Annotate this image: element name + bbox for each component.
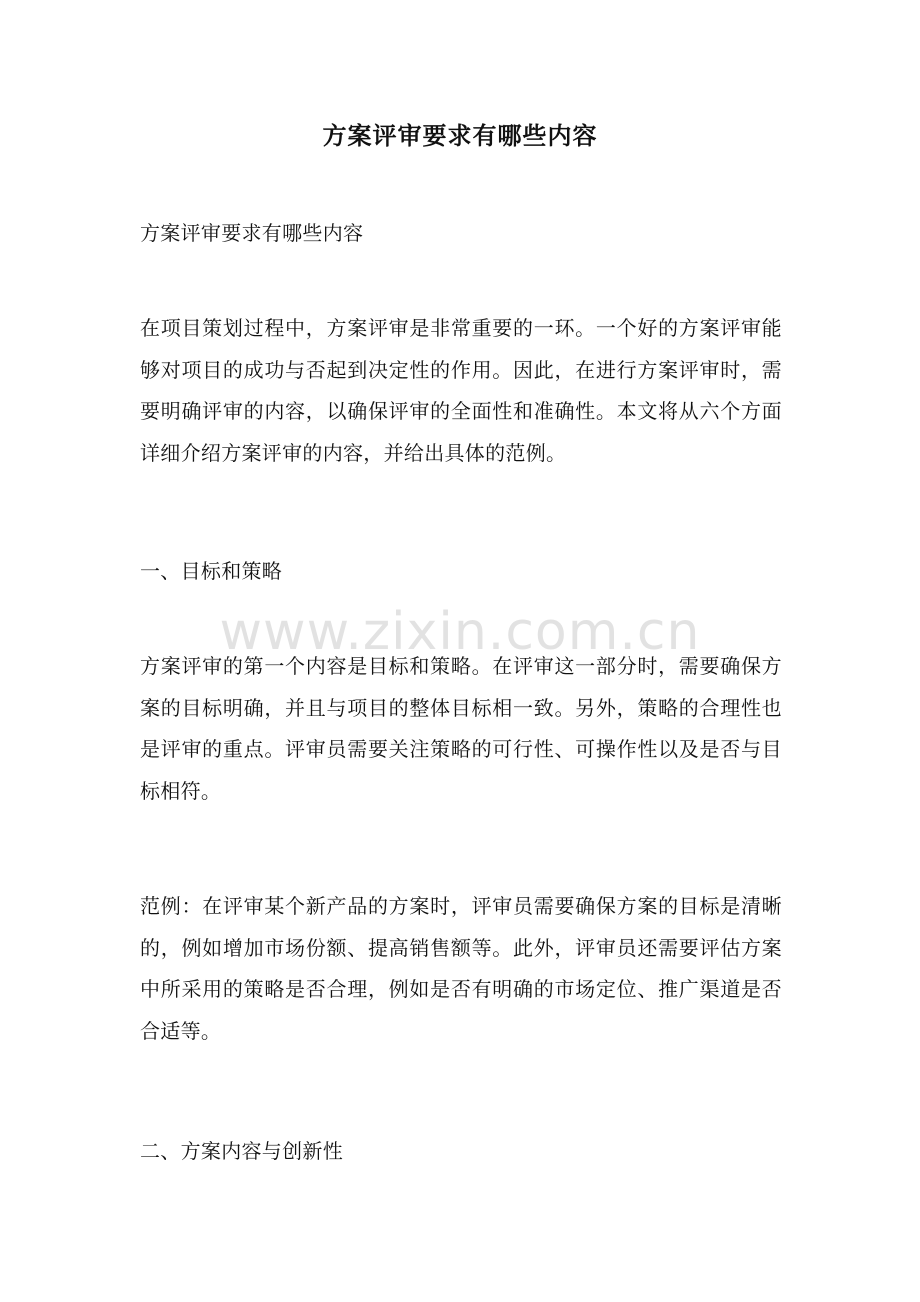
section-1-body: 方案评审的第一个内容是目标和策略。在评审这一部分时，需要确保方案的目标明确，并且与项目的整体目标相一致。另外，策略的合理性也是评审的重点。评审员需要关注策略的可行性、可操作性以及是否与目标相符。	[140, 654, 782, 803]
document-title: 方案评审要求有哪些内容	[322, 121, 598, 150]
section-2-heading: 二、方案内容与创新性	[140, 1139, 343, 1163]
watermark: www.zixin.com.cn	[219, 602, 701, 662]
section-1-heading: 一、目标和策略	[140, 559, 283, 583]
document-subtitle: 方案评审要求有哪些内容	[140, 221, 364, 245]
section-1-example: 范例：在评审某个新产品的方案时，评审员需要确保方案的目标是清晰的，例如增加市场份额、提高销售额等。此外，评审员还需要评估方案中所采用的策略是否合理，例如是否有明确的市场定位、推广渠道是否合适等。	[140, 894, 782, 1043]
intro-paragraph: 在项目策划过程中，方案评审是非常重要的一环。一个好的方案评审能够对项目的成功与否起到决定性的作用。因此，在进行方案评审时，需要明确评审的内容，以确保评审的全面性和准确性。本文将从六个方面详细介绍方案评审的内容，并给出具体的范例。	[140, 316, 782, 465]
